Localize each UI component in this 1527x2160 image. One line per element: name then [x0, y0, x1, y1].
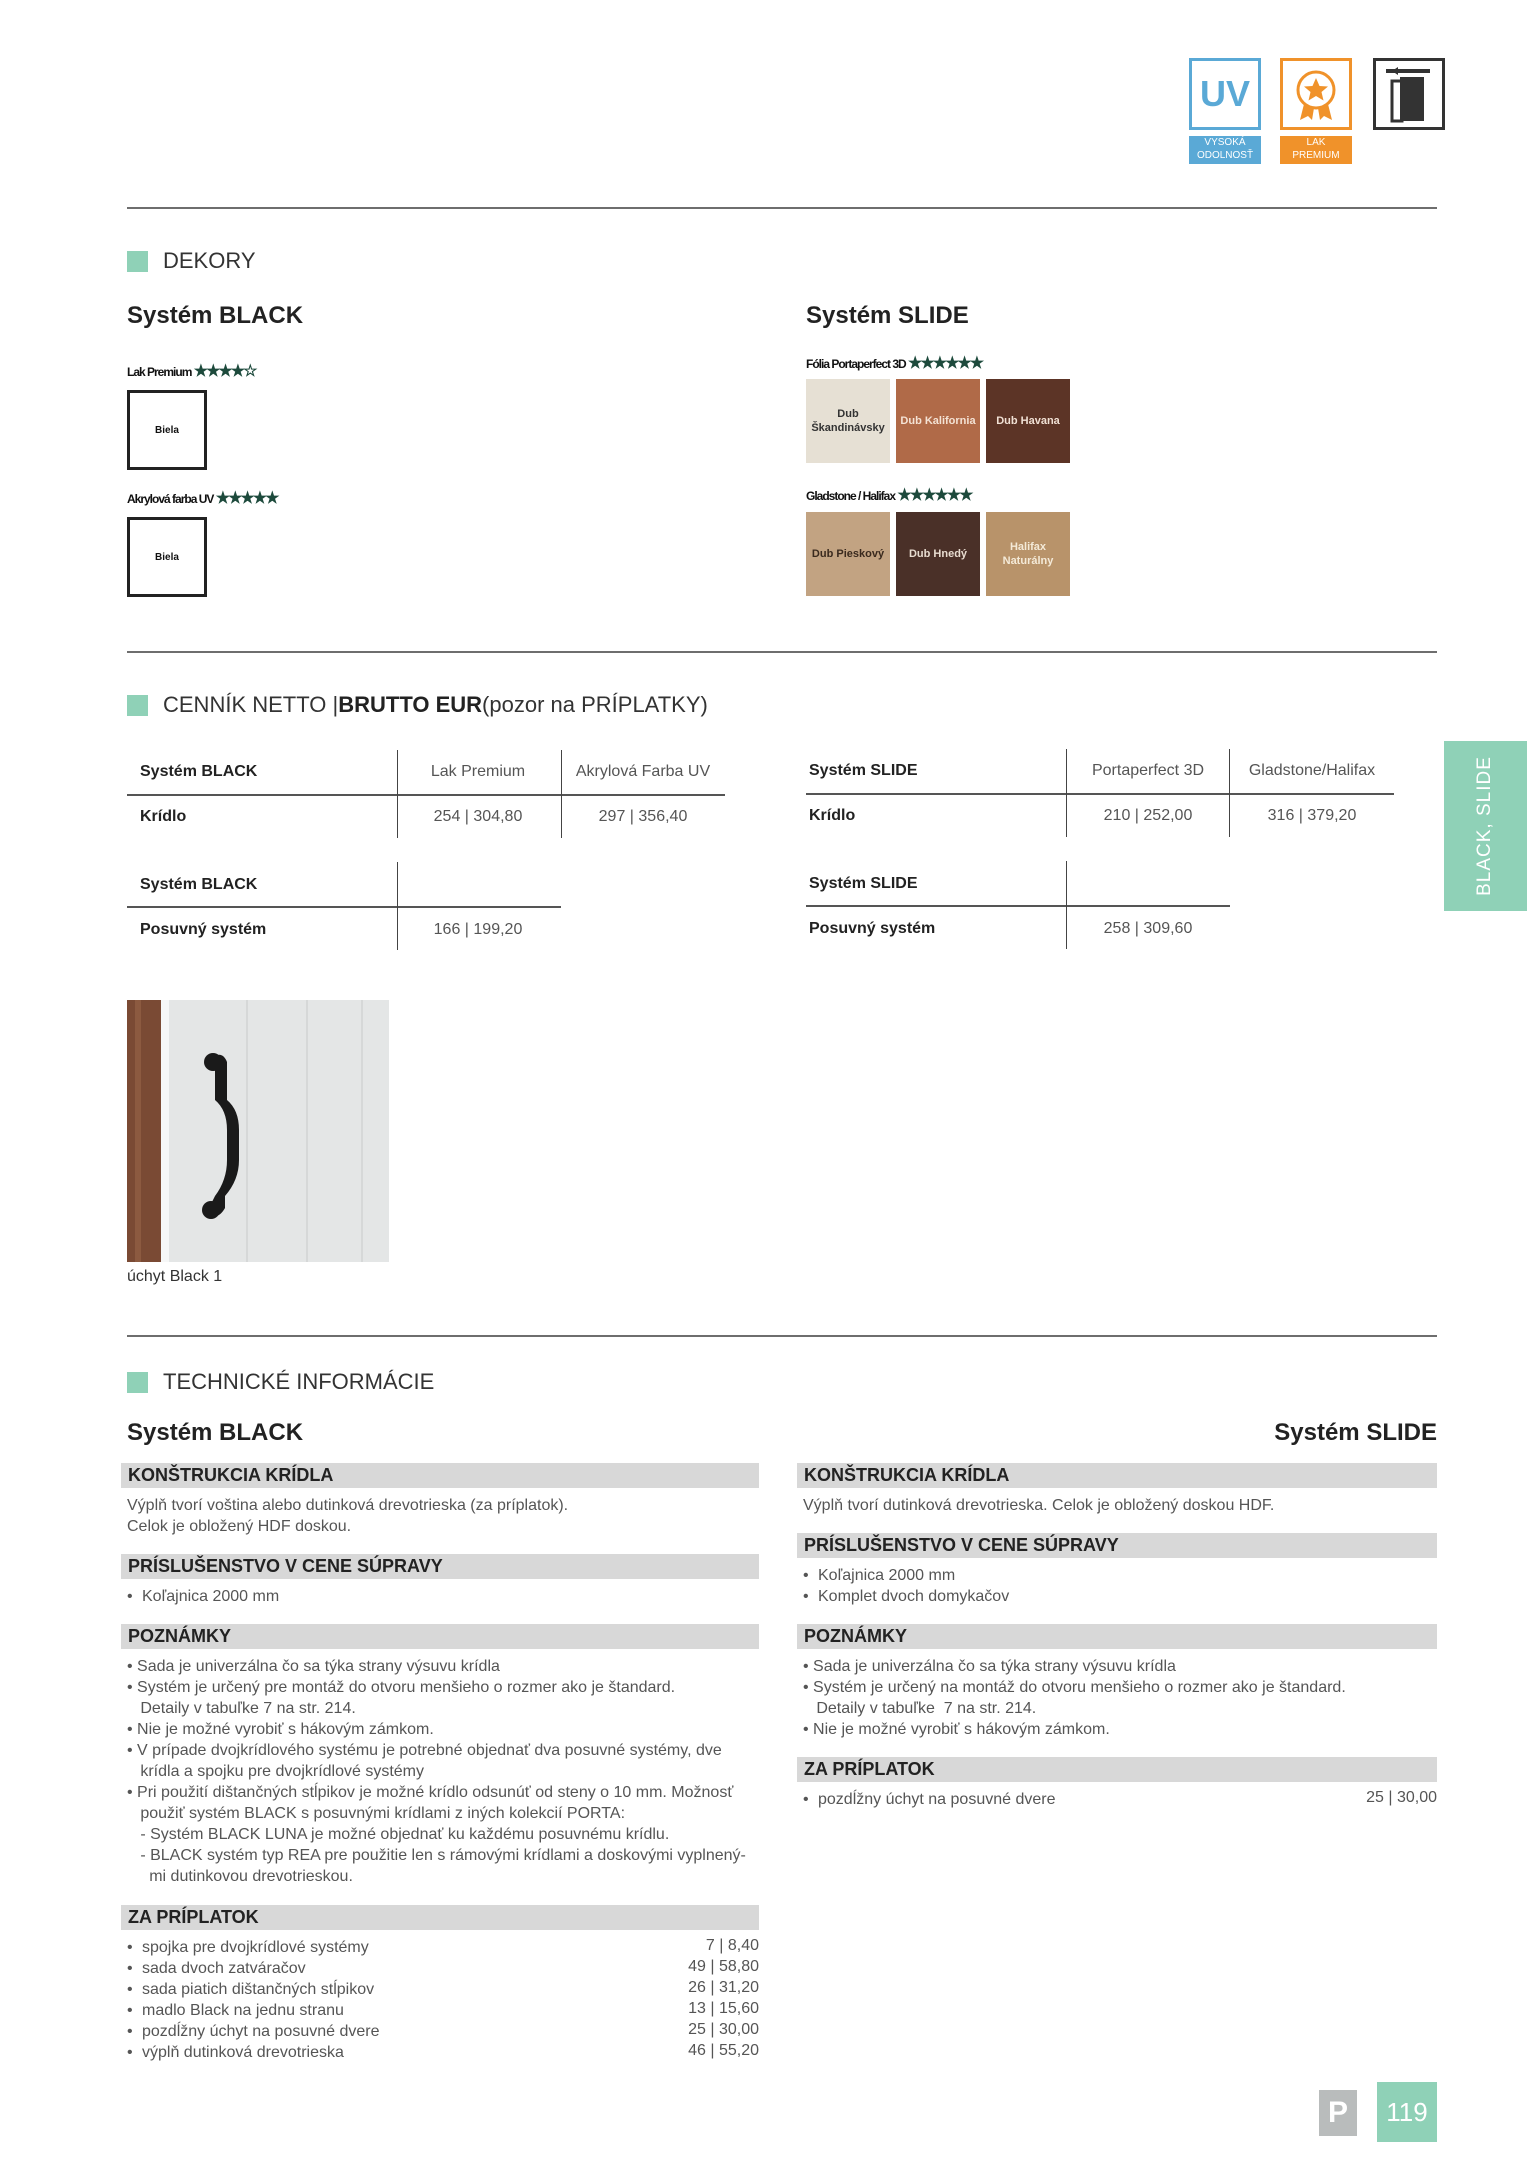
table-line [1229, 749, 1230, 837]
price-black-system: Systém BLACK [140, 763, 258, 780]
swatch-dub-kalifornia: Dub Kalifornia [896, 379, 980, 463]
cennik-heading: CENNÍK NETTO | BRUTTO EUR (pozor na PRÍPLATKY) [127, 692, 708, 718]
price-black-v1: 254 | 304,80 [433, 808, 523, 825]
slide-pozn-line: • Sada je univerzálna čo sa týka strany výsuvu krídla [803, 1658, 1176, 1675]
slide-zap-head: ZA PRÍPLATOK [797, 1757, 1437, 1782]
price-black2-system: Systém BLACK [140, 876, 258, 893]
divider-dekory [127, 651, 1437, 653]
price-black-col2: Akrylová Farba UV [575, 763, 711, 780]
black-pozn-head: POZNÁMKY [121, 1624, 759, 1649]
black-zap-item: • sada dvoch zatváračov [127, 1960, 306, 1977]
price-slide-col1: Portaperfect 3D [1091, 762, 1205, 779]
table-line [397, 750, 398, 838]
black-pozn-line: mi dutinkovou drevotrieskou. [127, 1868, 353, 1885]
table-line [806, 793, 1394, 795]
black-konstrukcia-l1: Výplň tvorí voština alebo dutinková drevotrieska (za príplatok). [127, 1497, 569, 1514]
table-line [127, 906, 561, 908]
price-black-col1: Lak Premium [430, 763, 526, 780]
black-konstrukcia-head: KONŠTRUKCIA KRÍDLA [121, 1463, 759, 1488]
lak-badge [1280, 58, 1352, 164]
black-prisl-item: • Koľajnica 2000 mm [127, 1588, 280, 1605]
black-zap-item: • sada piatich dištančných stĺpikov [127, 1981, 375, 1998]
swatch-dub-havana: Dub Havana [986, 379, 1070, 463]
price-slide-v2: 316 | 379,20 [1267, 807, 1357, 824]
black-pozn-line: • Sada je univerzálna čo sa týka strany výsuvu krídla [127, 1658, 500, 1675]
dekory-heading: DEKORY [127, 248, 256, 274]
swatch-biela-2: Biela [127, 517, 207, 597]
price-black-row: Krídlo [140, 808, 187, 825]
slide-pozn-line: • Nie je možné vyrobiť s hákovým zámkom. [803, 1721, 1110, 1738]
rating-stars-icon: ★★★★☆ [193, 363, 256, 380]
lak-label-1: LAK [1306, 137, 1326, 148]
black-pozn-line: Detaily v tabuľke 7 na str. 214. [127, 1700, 356, 1717]
black-zap-price: 7 | 8,40 [705, 1937, 759, 1954]
slide-konstrukcia-l1: Výplň tvorí dutinková drevotrieska. Celok je obložený doskou HDF. [803, 1497, 1275, 1514]
black-akryl-label: Akrylová farba UV ★★★★★ [127, 490, 278, 507]
black-lak-label: Lak Premium ★★★★☆ [127, 363, 256, 380]
section-marker [127, 1372, 148, 1393]
uv-label-2: ODOLNOSŤ [1196, 150, 1254, 161]
slide-prisl-head: PRÍSLUŠENSTVO V CENE SÚPRAVY [797, 1533, 1437, 1558]
black-pozn-line: - BLACK systém typ REA pre použitie len s rámovými krídlami a doskovými vyplnený- [127, 1847, 746, 1864]
table-line [806, 905, 1230, 907]
black-zap-price: 25 | 30,00 [688, 2021, 759, 2038]
price-black2-v1: 166 | 199,20 [433, 921, 523, 938]
table-line [127, 794, 725, 796]
price-black2-row: Posuvný systém [140, 921, 267, 938]
table-line [1066, 861, 1067, 949]
black-zap-item: • výplň dutinková drevotrieska [127, 2044, 344, 2061]
porta-logo-icon: P [1319, 2090, 1357, 2136]
black-pozn-line: • Pri použití dištančných stĺpikov je možné krídlo odsunúť od steny o 10 mm. Možnosť [127, 1784, 734, 1801]
black-zap-price: 46 | 55,20 [688, 2042, 759, 2059]
black-zap-item: • pozdĺžny úchyt na posuvné dvere [127, 2023, 380, 2040]
slide-zap-price: 25 | 30,00 [1366, 1789, 1437, 1806]
black-zap-item: • spojka pre dvojkrídlové systémy [127, 1939, 369, 1956]
black-pozn-line: • Systém je určený pre montáž do otvoru menšieho o rozmer ako je štandard. [127, 1679, 676, 1696]
price-slide-row: Krídlo [809, 807, 856, 824]
sliding-door-icon [1373, 58, 1445, 130]
black-zap-price: 49 | 58,80 [688, 1958, 759, 1975]
black-konstrukcia-l2: Celok je obložený HDF doskou. [127, 1518, 352, 1535]
dekory-black-title: Systém BLACK [127, 302, 304, 329]
slide-prisl-item: • Koľajnica 2000 mm [803, 1567, 956, 1584]
black-pozn-line: krídla a spojku pre dvojkrídlové systémy [127, 1763, 425, 1780]
tech-slide-title: Systém SLIDE [1274, 1419, 1437, 1446]
black-zap-price: 13 | 15,60 [688, 2000, 759, 2017]
lak-label-2: PREMIUM [1292, 150, 1340, 161]
black-pozn-line: - Systém BLACK LUNA je možné objednať ku každému posuvnému krídlu. [127, 1826, 670, 1843]
swatch-dub-skandinavsky: Dub Škandinávsky [806, 379, 890, 463]
uv-label-1: VYSOKÁ [1204, 137, 1246, 148]
price-slide-system: Systém SLIDE [809, 762, 918, 779]
handle-photo [127, 1000, 389, 1262]
black-pozn-line: • Nie je možné vyrobiť s hákovým zámkom. [127, 1721, 434, 1738]
award-icon [1280, 58, 1352, 130]
page-number: 119 [1377, 2082, 1437, 2142]
slide-prisl-item: • Komplet dvoch domykačov [803, 1588, 1010, 1605]
rating-stars-icon: ★★★★★★ [897, 487, 972, 504]
section-marker [127, 695, 148, 716]
uv-badge [1189, 58, 1259, 164]
swatch-dub-pieskovy: Dub Pieskový [806, 512, 890, 596]
slide-gladstone-label: Gladstone / Halifax ★★★★★★ [806, 487, 972, 504]
section-marker [127, 251, 148, 272]
slide-pozn-line: • Systém je určený na montáž do otvoru menšieho o rozmer ako je štandard. [803, 1679, 1346, 1696]
black-zap-price: 26 | 31,20 [688, 1979, 759, 1996]
table-line [397, 862, 398, 950]
swatch-halifax-naturalny: Halifax Naturálny [986, 512, 1070, 596]
tech-heading: TECHNICKÉ INFORMÁCIE [127, 1369, 434, 1395]
price-black-v2: 297 | 356,40 [598, 808, 688, 825]
price-slide-v1: 210 | 252,00 [1103, 807, 1193, 824]
black-zap-head: ZA PRÍPLATOK [121, 1905, 759, 1930]
rating-stars-icon: ★★★★★ [215, 490, 278, 507]
table-line [1066, 749, 1067, 837]
price-slide2-v1: 258 | 309,60 [1103, 920, 1193, 937]
price-slide2-system: Systém SLIDE [809, 875, 918, 892]
black-prisl-head: PRÍSLUŠENSTVO V CENE SÚPRAVY [121, 1554, 759, 1579]
side-tab-label: BLACK, SLIDE [1474, 756, 1495, 896]
price-slide2-row: Posuvný systém [809, 920, 936, 937]
slide-zap-item: • pozdĺžny úchyt na posuvné dvere [803, 1791, 1056, 1808]
dekory-slide-title: Systém SLIDE [806, 302, 969, 329]
tech-black-title: Systém BLACK [127, 1419, 304, 1446]
rating-stars-icon: ★★★★★★ [908, 355, 983, 372]
side-tab [1444, 741, 1527, 911]
divider-top [127, 207, 1437, 209]
black-pozn-line: • V prípade dvojkrídlového systému je potrebné objednať dva posuvné systémy, dve [127, 1742, 722, 1759]
swatch-biela-1: Biela [127, 390, 207, 470]
price-slide-col2: Gladstone/Halifax [1248, 762, 1376, 779]
slide-portaperfect-label: Fólia Portaperfect 3D ★★★★★★ [806, 355, 983, 372]
black-pozn-line: použiť systém BLACK s posuvnými krídlami z iných kolekcií PORTA: [127, 1805, 626, 1822]
table-line [561, 750, 562, 838]
slide-pozn-head: POZNÁMKY [797, 1624, 1437, 1649]
photo-caption: úchyt Black 1 [127, 1268, 223, 1285]
swatch-dub-hnedy: Dub Hnedý [896, 512, 980, 596]
divider-cennik [127, 1335, 1437, 1337]
black-zap-item: • madlo Black na jednu stranu [127, 2002, 344, 2019]
slide-konstrukcia-head: KONŠTRUKCIA KRÍDLA [797, 1463, 1437, 1488]
uv-icon: UV [1189, 58, 1261, 130]
slide-pozn-line: Detaily v tabuľke 7 na str. 214. [803, 1700, 1037, 1717]
